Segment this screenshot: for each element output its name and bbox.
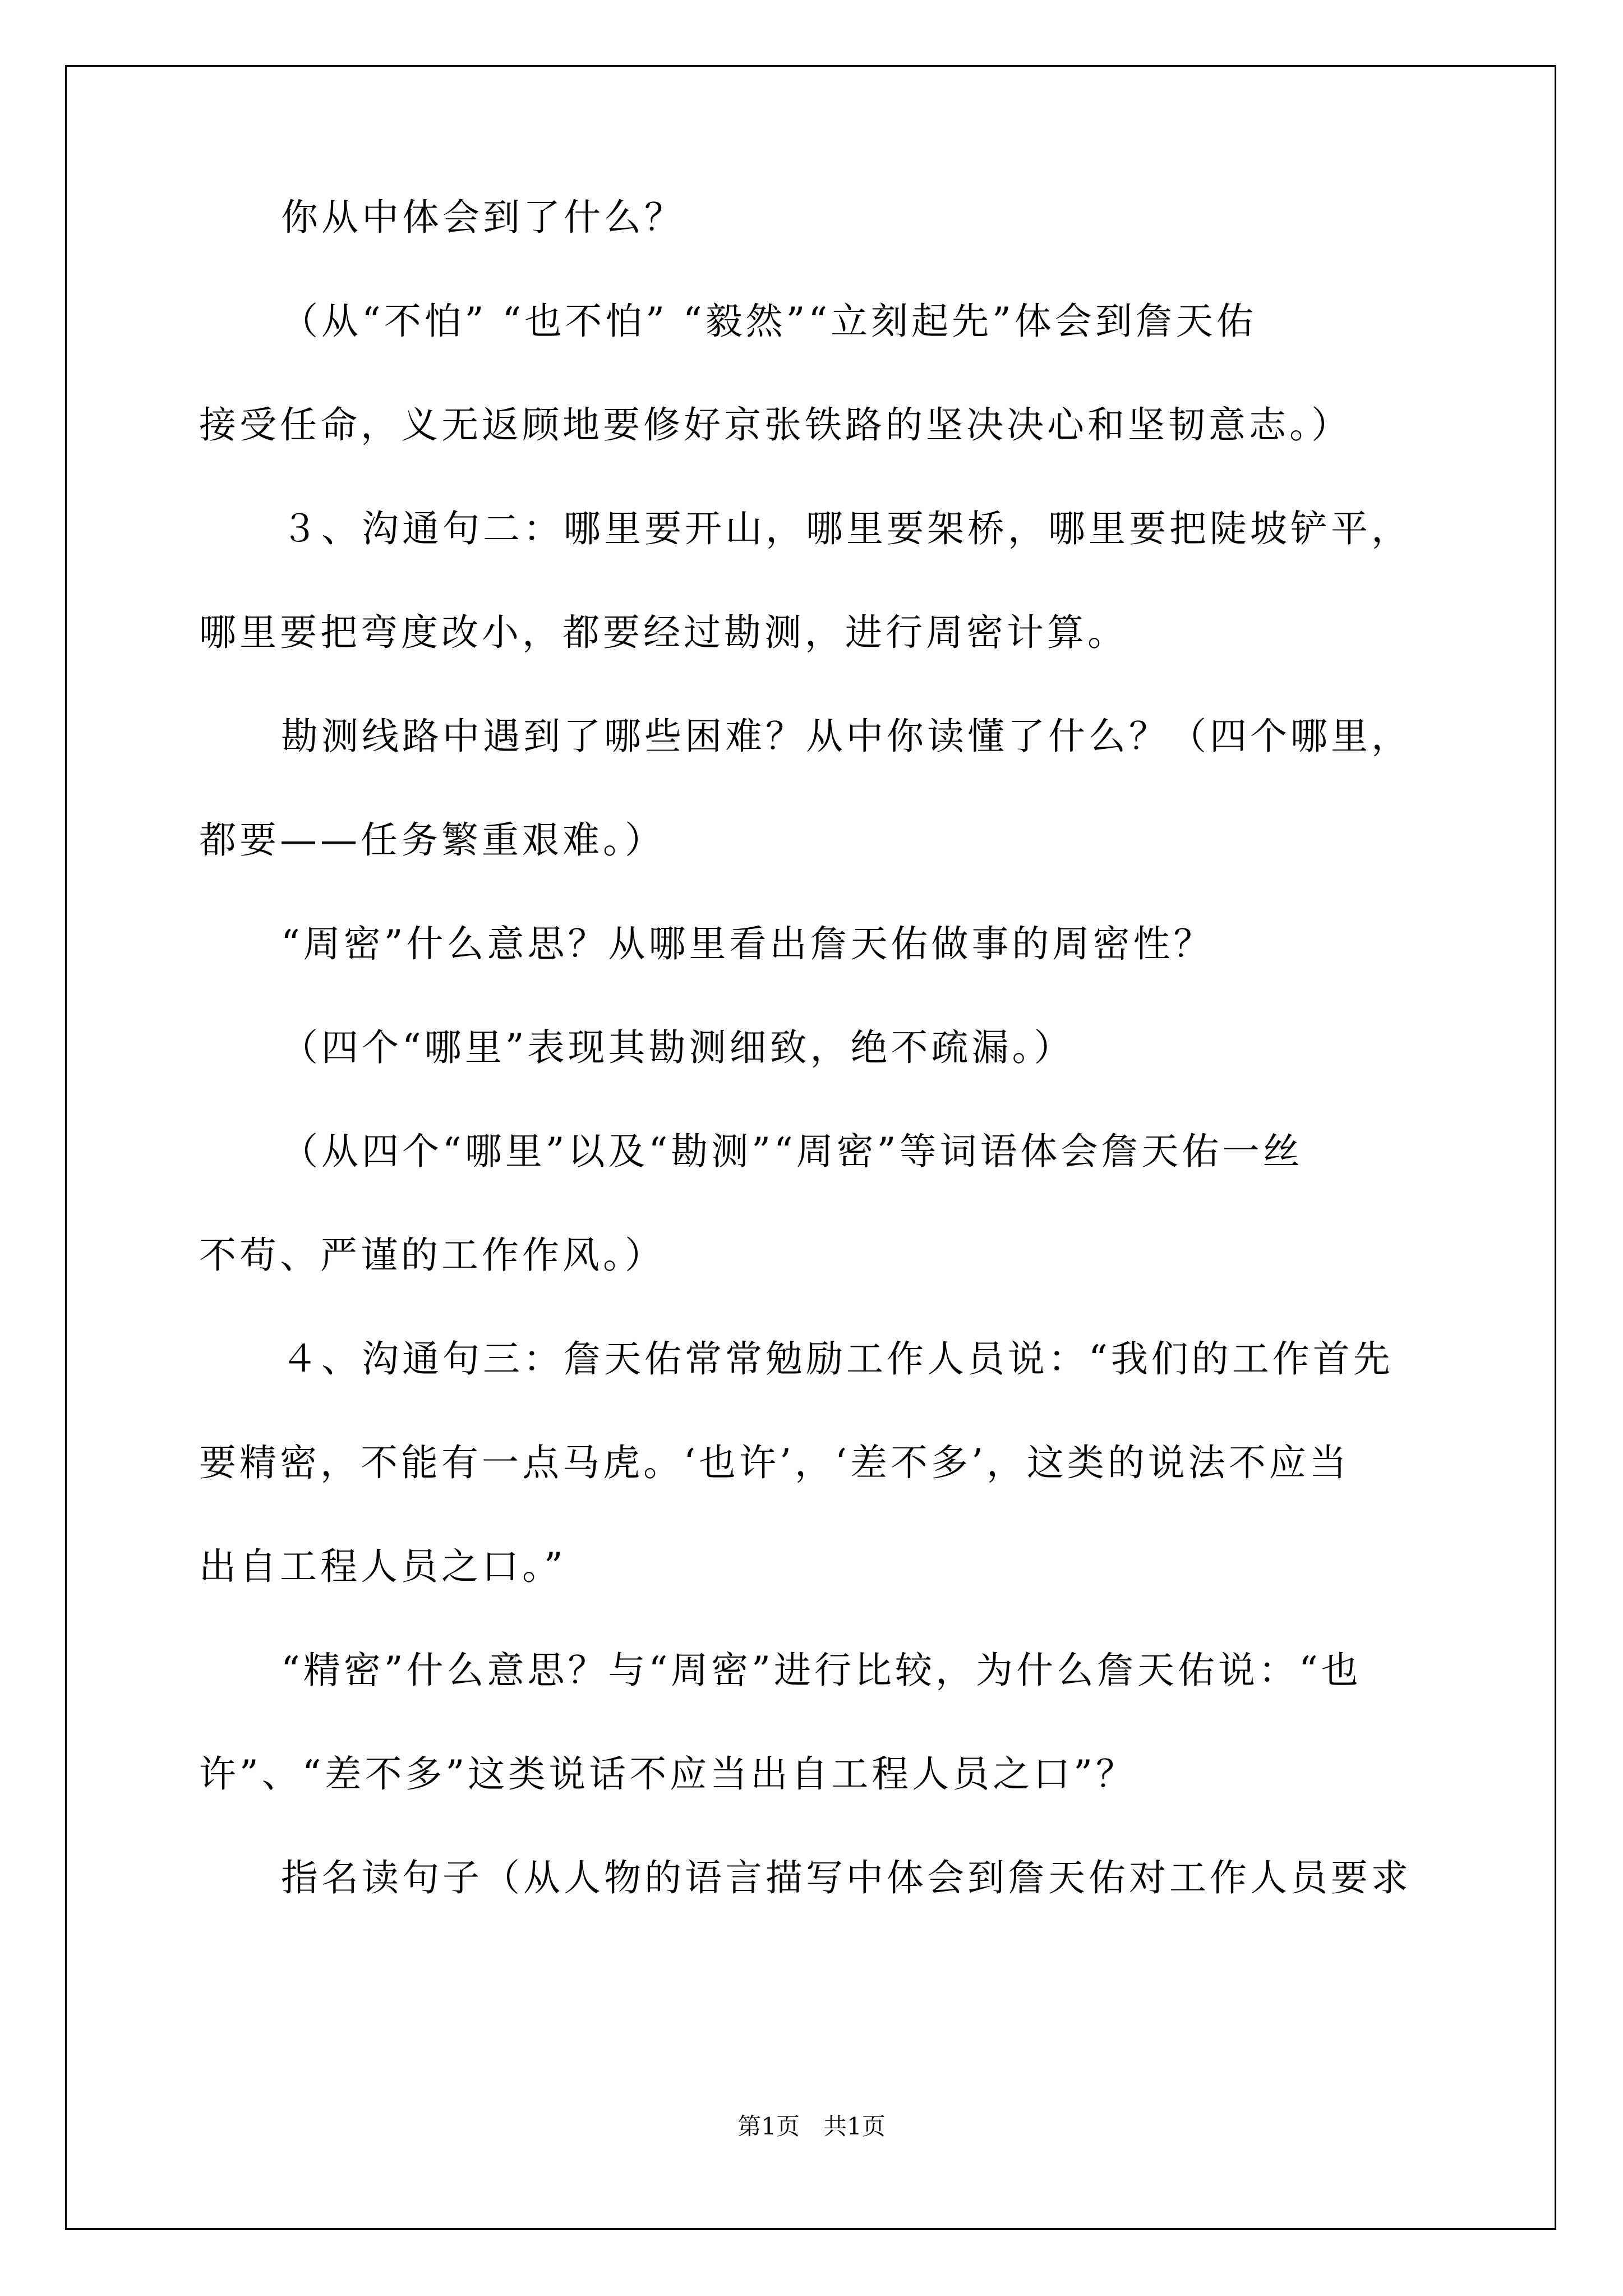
text-line: 不苟、严谨的工作作风。）	[199, 1234, 665, 1277]
text-line: 接受任命，义无返顾地要修好京张铁路的坚决决心和坚韧意志。）	[199, 403, 1352, 447]
text-line: （从四个“哪里”以及“勘测”“周密”等词语体会詹天佑一丝	[281, 1130, 1303, 1173]
text-line: 出自工程人员之口。”	[199, 1545, 566, 1588]
text-line: 要精密，不能有一点马虎。‘也许’，‘差不多’，这类的说法不应当	[199, 1441, 1350, 1484]
text-line: （从“不怕” “也不怕” “毅然”“立刻起先”体会到詹天佑	[281, 300, 1257, 343]
text-line: 你从中体会到了什么？	[281, 196, 685, 239]
text-line: 勘测线路中遇到了哪些困难？从中你读懂了什么？（四个哪里，	[281, 715, 1412, 758]
text-line: ４、沟通句三：詹天佑常常勉励工作人员说：“我们的工作首先	[281, 1337, 1394, 1381]
text-line: （四个“哪里”表现其勘测细致，绝不疏漏。）	[281, 1026, 1075, 1069]
text-line: “精密”什么意思？与“周密”进行比较，为什么詹天佑说：“也	[281, 1649, 1362, 1692]
page-footer: 第1页 共1页	[737, 2113, 886, 2140]
text-line: “周密”什么意思？从哪里看出詹天佑做事的周密性？	[281, 922, 1214, 965]
text-line: 许”、“差不多”这类说话不应当出自工程人员之口”？	[199, 1752, 1136, 1796]
text-line: 都要——任务繁重艰难。）	[199, 818, 665, 862]
text-line: 哪里要把弯度改小，都要经过勘测，进行周密计算。	[199, 611, 1128, 654]
text-line: 指名读句子（从人物的语言描写中体会到詹天佑对工作人员要求	[281, 1856, 1412, 1899]
text-line: ３、沟通句二：哪里要开山，哪里要架桥，哪里要把陡坡铲平，	[281, 507, 1412, 550]
